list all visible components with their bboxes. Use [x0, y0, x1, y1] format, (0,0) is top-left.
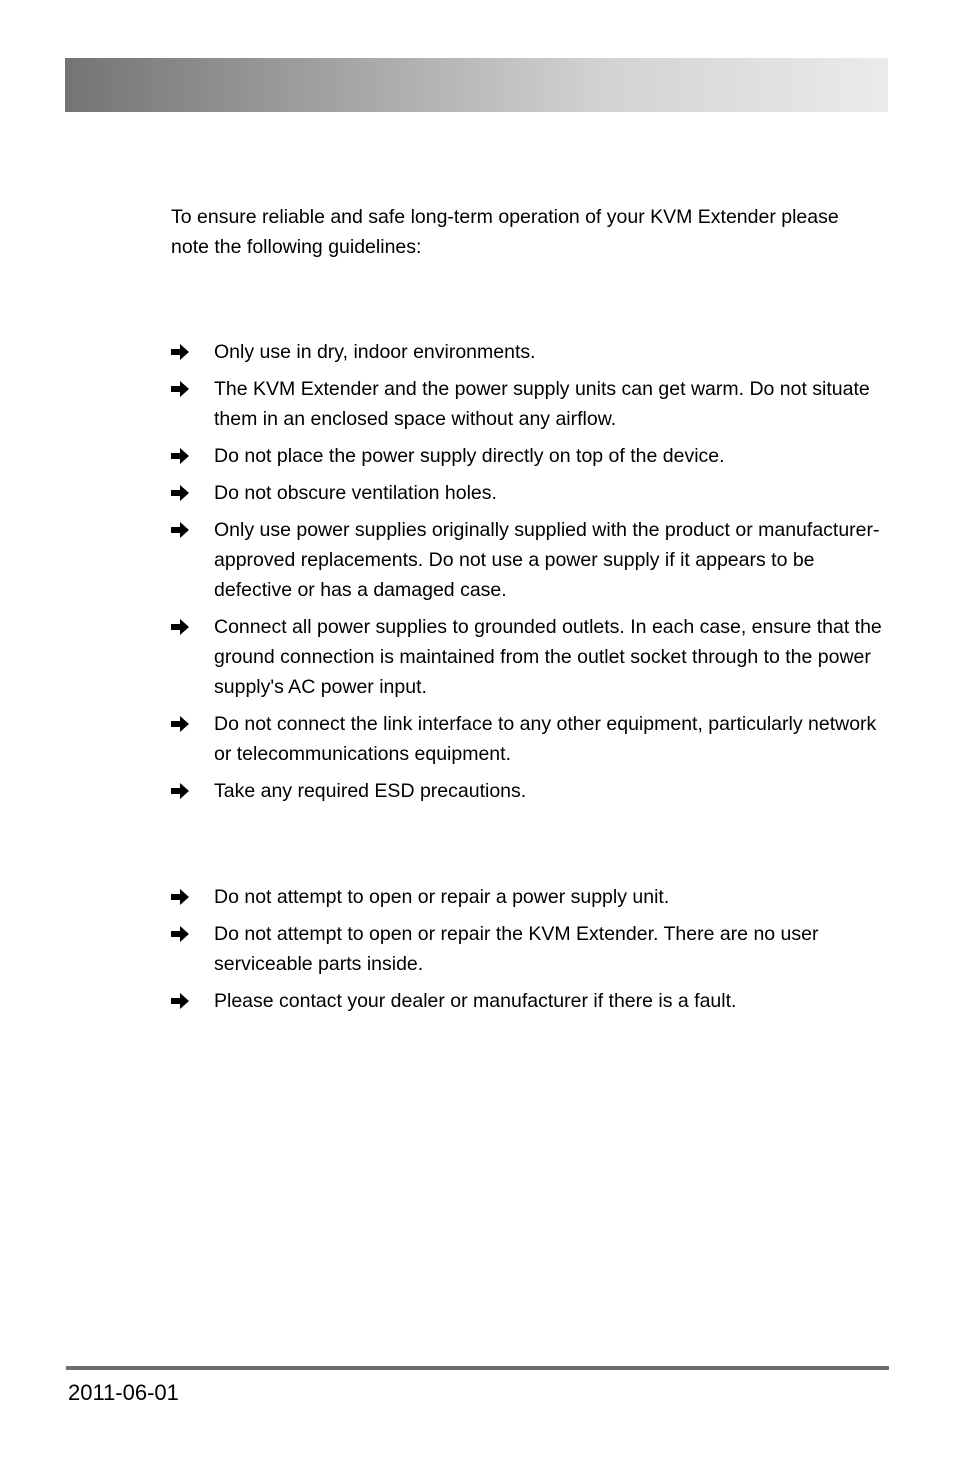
right-arrow-icon — [171, 882, 214, 905]
right-arrow-icon — [171, 709, 214, 732]
list-item — [171, 709, 886, 769]
footer-rule — [66, 1366, 889, 1370]
list-item — [171, 882, 886, 912]
guidelines-list-service — [171, 882, 886, 1023]
header-bar — [65, 58, 888, 112]
right-arrow-icon — [171, 919, 214, 942]
list-item-text: The KVM Extender and the power supply units can get warm. Do not situate them in an enclosed space without any airflow. — [214, 378, 870, 430]
list-item — [171, 515, 886, 605]
list-item — [171, 919, 886, 979]
list-item-text: Only use power supplies originally supplied with the product or manufacturer-approved replacements. Do not use a power supply if it appears to be defective or has a damaged case. — [214, 519, 880, 601]
footer-date: 2011-06-01 — [68, 1380, 179, 1405]
right-arrow-icon — [171, 776, 214, 799]
list-item — [171, 441, 886, 471]
right-arrow-icon — [171, 441, 214, 464]
list-item-text: Take any required ESD precautions. — [214, 780, 527, 802]
list-item — [171, 612, 886, 702]
list-item — [171, 374, 886, 434]
list-item-text: Please contact your dealer or manufacturer if there is a fault. — [214, 990, 737, 1012]
list-item-text: Do not connect the link interface to any other equipment, particularly network or telecommunications equipment. — [214, 713, 877, 765]
right-arrow-icon — [171, 515, 214, 538]
right-arrow-icon — [171, 337, 214, 360]
right-arrow-icon — [171, 986, 214, 1009]
list-item-text: Do not attempt to open or repair the KVM Extender. There are no user serviceable parts inside. — [214, 923, 819, 975]
list-item-text: Connect all power supplies to grounded outlets. In each case, ensure that the ground connection is maintained from the outlet socket through to the power supply's AC power input. — [214, 616, 882, 698]
right-arrow-icon — [171, 374, 214, 397]
list-item-text: Do not attempt to open or repair a power supply unit. — [214, 886, 670, 908]
list-item — [171, 478, 886, 508]
list-item-text: Only use in dry, indoor environments. — [214, 341, 536, 363]
list-item-text: Do not obscure ventilation holes. — [214, 482, 497, 504]
guidelines-list-operation — [171, 337, 886, 813]
right-arrow-icon — [171, 478, 214, 501]
list-item-text: Do not place the power supply directly on top of the device. — [214, 445, 725, 467]
list-item — [171, 986, 886, 1016]
right-arrow-icon — [171, 612, 214, 635]
intro-paragraph: To ensure reliable and safe long-term operation of your KVM Extender please note the following guidelines: — [171, 206, 839, 258]
list-item — [171, 337, 886, 367]
list-item — [171, 776, 886, 806]
